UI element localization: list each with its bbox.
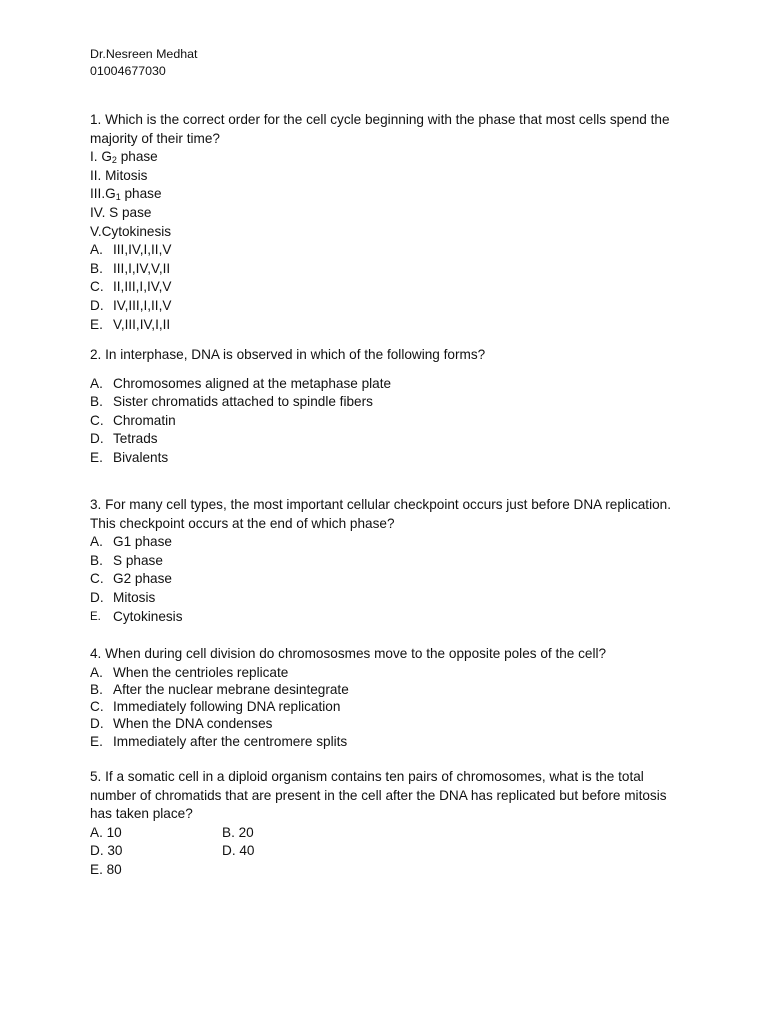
q3-option-c: C. G2 phase — [90, 571, 172, 587]
q5-option-c: D. 30 — [90, 843, 123, 859]
q2-option-e: E. Bivalents — [90, 449, 169, 465]
question-3-stem: 3. For many cell types, the most important cellular checkpoint occurs just before DNA replication. This checkpoint occurs at the end of which phase? — [90, 497, 672, 531]
q4-option-b: B. After the nuclear mebrane desintegrate — [90, 681, 349, 697]
q1-option-a: A. III,IV,I,II,V — [90, 242, 172, 258]
q4-option-e: E. Immediately after the centromere splits — [90, 733, 348, 749]
author-name: Dr.Nesreen Medhat — [90, 47, 198, 61]
q1-option-d: D. IV,III,I,II,V — [90, 297, 172, 313]
q1-item-1: I. $G_2$ phase — [90, 149, 158, 166]
question-4 — [90, 645, 690, 750]
question-2 — [90, 346, 690, 468]
q2-option-b: B. Sister chromatids attached to spindle fibers — [90, 394, 373, 410]
q2-option-d: D. Tetrads — [90, 431, 158, 447]
q1-item-2: II. Mitosis — [90, 167, 148, 183]
q1-option-e: E. V,III,IV,I,II — [90, 316, 171, 332]
q5-option-d: D. 40 — [222, 843, 255, 859]
q5-option-a: A. 10 — [90, 824, 122, 840]
q5-option-b: B. 20 — [222, 824, 254, 840]
q1-item-3: $III.G_1$ phase — [90, 186, 162, 203]
question-3 — [90, 496, 690, 626]
question-1 — [90, 111, 690, 334]
question-1-stem: 1. Which is the correct order for the cell cycle beginning with the phase that most cells spend the majority of their time? — [90, 112, 670, 146]
q1-item-4: IV. S pase — [90, 204, 152, 220]
q2-option-c: C. Chromatin — [90, 412, 176, 428]
q1-option-c: C. II,III,I,IV,V — [90, 279, 172, 295]
question-5 — [90, 768, 690, 880]
author-phone: 01004677030 — [90, 64, 166, 78]
q5-options-row-2 — [90, 842, 690, 861]
q5-options-row-1 — [90, 824, 690, 843]
q2-option-a: A. Chromosomes aligned at the metaphase plate — [90, 375, 392, 391]
q4-option-a: A. When the centrioles replicate — [90, 664, 289, 680]
q4-option-c: C. Immediately following DNA replication — [90, 699, 341, 715]
question-4-stem: 4. When during cell division do chromososmes move to the opposite poles of the cell? — [90, 646, 607, 661]
question-5-stem: 5. If a somatic cell in a diploid organism contains ten pairs of chromosomes, what is the total number of chromatids that are present in the cell after the DNA has replicated but before mitosis has taken place? — [90, 769, 667, 822]
q4-option-d: D. When the DNA condenses — [90, 716, 273, 732]
question-2-stem: 2. In interphase, DNA is observed in which of the following forms? — [90, 347, 486, 362]
q5-option-e: E. 80 — [90, 861, 122, 877]
q1-option-b: B. III,I,IV,V,II — [90, 260, 171, 276]
q3-option-d: D. Mitosis — [90, 589, 156, 605]
q3-option-e: E. Cytokinesis — [90, 608, 183, 624]
q1-item-5: V.Cytokinesis — [90, 223, 172, 239]
q3-option-a: A. G1 phase — [90, 534, 172, 550]
q3-option-b: B. S phase — [90, 552, 163, 568]
author-block — [90, 46, 197, 80]
